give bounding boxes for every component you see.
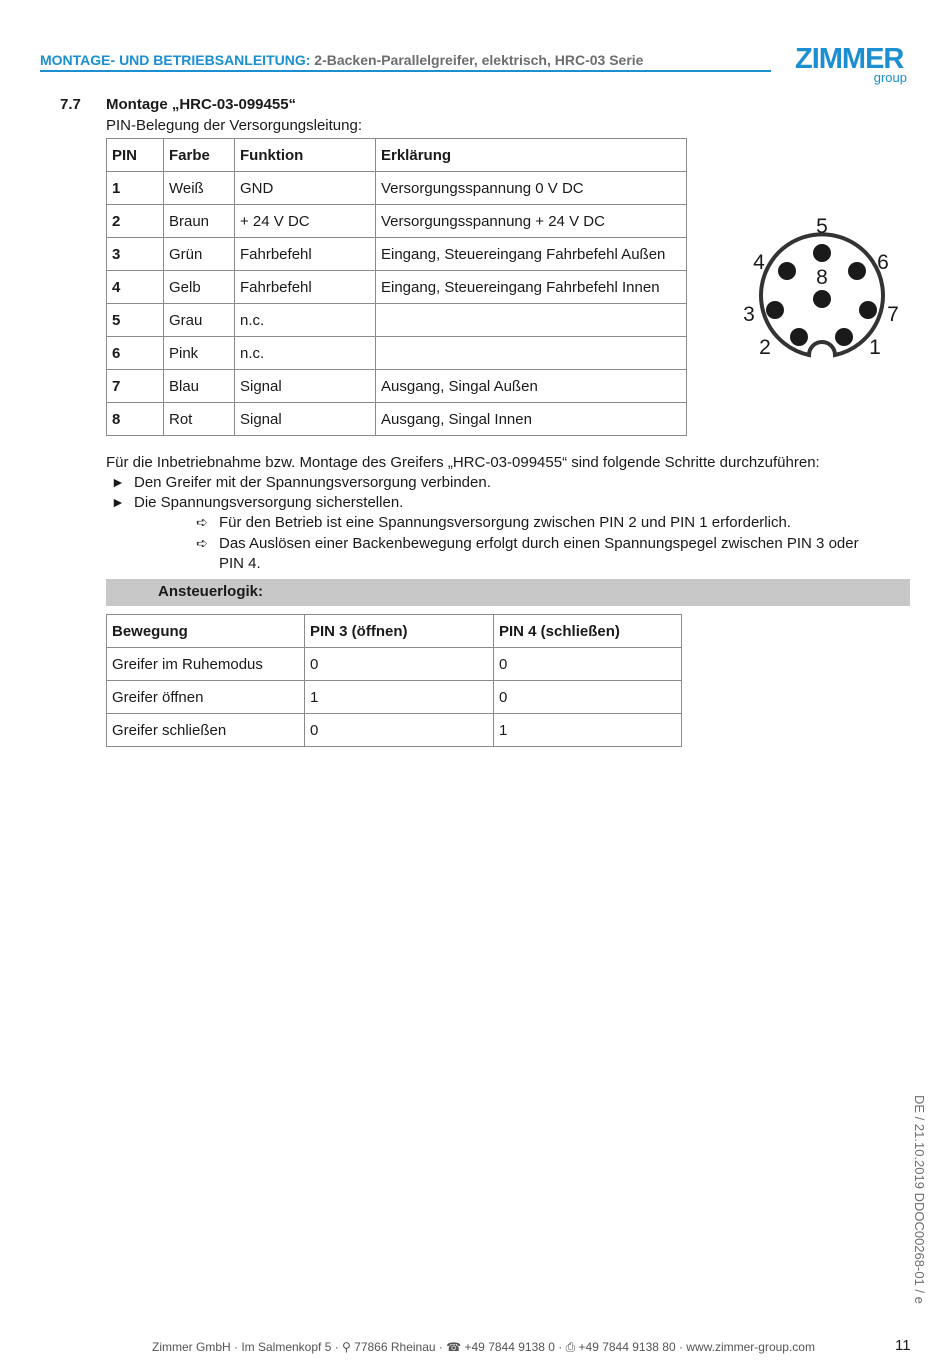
- result-text-continued: PIN 4.: [219, 555, 261, 572]
- cell-farbe: Rot: [164, 403, 235, 436]
- header-pin4: PIN 4 (schließen): [494, 615, 682, 648]
- table-row: [107, 648, 682, 681]
- section-title: Montage „HRC-03-099455“: [106, 96, 297, 113]
- pin-dot-7: [859, 301, 877, 319]
- pin-dot-6: [848, 262, 866, 280]
- cell-bewegung: Greifer öffnen: [107, 681, 305, 714]
- table-row: [107, 205, 687, 238]
- pin-assignment-table: [106, 138, 687, 436]
- cell-farbe: Braun: [164, 205, 235, 238]
- document-revision: DE / 21.10.2019 DDOC00268-01 / e: [912, 1095, 927, 1304]
- header-title-sub: 2-Backen-Parallelgreifer, elektrisch, HRC-03 Serie: [314, 52, 644, 68]
- pin-dot-2: [790, 328, 808, 346]
- page-footer: Zimmer GmbH · Im Salmenkopf 5 · ⚲ 77866 Rheinau · ☎ +49 7844 9138 0 · ⎙ +49 7844 9138 80 · www.zimmer-group.com: [152, 1340, 815, 1354]
- cell-farbe: Grün: [164, 238, 235, 271]
- table-row: [107, 403, 687, 436]
- cell-erklaerung: Ausgang, Singal Innen: [376, 403, 687, 436]
- pin-label-5: 5: [816, 215, 828, 238]
- cell-pin: 5: [107, 304, 164, 337]
- pin-dot-4: [778, 262, 796, 280]
- cell-funktion: Signal: [235, 370, 376, 403]
- table-row: [107, 304, 687, 337]
- header-pin3: PIN 3 (öffnen): [305, 615, 494, 648]
- cell-pin4: 1: [494, 714, 682, 747]
- cell-erklaerung: [376, 304, 687, 337]
- cell-pin: 3: [107, 238, 164, 271]
- pin-label-3: 3: [743, 303, 755, 326]
- cell-pin3: 0: [305, 714, 494, 747]
- cell-bewegung: Greifer schließen: [107, 714, 305, 747]
- cell-pin4: 0: [494, 648, 682, 681]
- header-pin: PIN: [107, 139, 164, 172]
- step-text: Den Greifer mit der Spannungsversorgung verbinden.: [134, 474, 491, 491]
- logo-group: group: [873, 70, 907, 85]
- pin-label-6: 6: [877, 251, 889, 274]
- cell-farbe: Pink: [164, 337, 235, 370]
- cell-pin: 7: [107, 370, 164, 403]
- header-bewegung: Bewegung: [107, 615, 305, 648]
- page-number: 11: [895, 1337, 911, 1354]
- pin-dot-3: [766, 301, 784, 319]
- instructions-intro: Für die Inbetriebnahme bzw. Montage des Greifers „HRC-03-099455“ sind folgende Schritte durchzuführen:: [106, 454, 820, 471]
- pin-label-8: 8: [816, 266, 828, 289]
- control-logic-table: [106, 614, 682, 747]
- pin-label-1: 1: [869, 336, 881, 359]
- cell-pin3: 0: [305, 648, 494, 681]
- pin-label-4: 4: [753, 251, 765, 274]
- cell-erklaerung: Versorgungsspannung 0 V DC: [376, 172, 687, 205]
- cell-pin: 2: [107, 205, 164, 238]
- step-text: Die Spannungsversorgung sicherstellen.: [134, 494, 404, 511]
- cell-erklaerung: Versorgungsspannung + 24 V DC: [376, 205, 687, 238]
- cell-funktion: Fahrbefehl: [235, 271, 376, 304]
- table-row: [107, 172, 687, 205]
- table-header-row: [107, 615, 682, 648]
- cell-farbe: Blau: [164, 370, 235, 403]
- table-row: [107, 714, 682, 747]
- header-rule: [40, 70, 771, 72]
- table-row: [107, 370, 687, 403]
- connector-pinout-diagram: [737, 210, 907, 370]
- cell-pin: 1: [107, 172, 164, 205]
- header-erklaerung: Erklärung: [376, 139, 687, 172]
- pin-label-2: 2: [759, 336, 771, 359]
- pin-dot-1: [835, 328, 853, 346]
- cell-bewegung: Greifer im Ruhemodus: [107, 648, 305, 681]
- pin-dot-8: [813, 290, 831, 308]
- section-subtitle: PIN-Belegung der Versorgungsleitung:: [106, 117, 362, 134]
- logo-word: ZIMMER: [795, 43, 904, 75]
- result-arrow: ➪: [196, 535, 208, 551]
- cell-erklaerung: [376, 337, 687, 370]
- cell-funktion: n.c.: [235, 337, 376, 370]
- result-text: Das Auslösen einer Backenbewegung erfolgt durch einen Spannungspegel zwischen PIN 3 oder: [219, 535, 859, 552]
- cell-funktion: Fahrbefehl: [235, 238, 376, 271]
- table-row: [107, 681, 682, 714]
- header-funktion: Funktion: [235, 139, 376, 172]
- logic-heading-bar: [106, 579, 910, 606]
- cell-farbe: Grau: [164, 304, 235, 337]
- table-row: [107, 238, 687, 271]
- zimmer-logo: [795, 44, 915, 90]
- cell-funktion: GND: [235, 172, 376, 205]
- cell-farbe: Gelb: [164, 271, 235, 304]
- cell-pin4: 0: [494, 681, 682, 714]
- cell-funktion: + 24 V DC: [235, 205, 376, 238]
- pin-label-7: 7: [887, 303, 899, 326]
- result-text: Für den Betrieb ist eine Spannungsversorgung zwischen PIN 2 und PIN 1 erforderlich.: [219, 514, 791, 531]
- table-row: [107, 271, 687, 304]
- step-bullet: ►: [111, 494, 125, 510]
- cell-pin3: 1: [305, 681, 494, 714]
- cell-pin: 6: [107, 337, 164, 370]
- logic-heading: Ansteuerlogik:: [158, 583, 264, 600]
- table-header-row: [107, 139, 687, 172]
- section-number: 7.7: [60, 96, 81, 113]
- pin-dot-5: [813, 244, 831, 262]
- cell-pin: 4: [107, 271, 164, 304]
- step-bullet: ►: [111, 474, 125, 490]
- cell-pin: 8: [107, 403, 164, 436]
- cell-funktion: Signal: [235, 403, 376, 436]
- header-farbe: Farbe: [164, 139, 235, 172]
- header-title-main: MONTAGE- UND BETRIEBSANLEITUNG:: [40, 52, 311, 68]
- result-arrow: ➪: [196, 514, 208, 530]
- document-header: [40, 52, 643, 68]
- cell-erklaerung: Eingang, Steuereingang Fahrbefehl Außen: [376, 238, 687, 271]
- cell-funktion: n.c.: [235, 304, 376, 337]
- cell-farbe: Weiß: [164, 172, 235, 205]
- table-row: [107, 337, 687, 370]
- cell-erklaerung: Eingang, Steuereingang Fahrbefehl Innen: [376, 271, 687, 304]
- cell-erklaerung: Ausgang, Singal Außen: [376, 370, 687, 403]
